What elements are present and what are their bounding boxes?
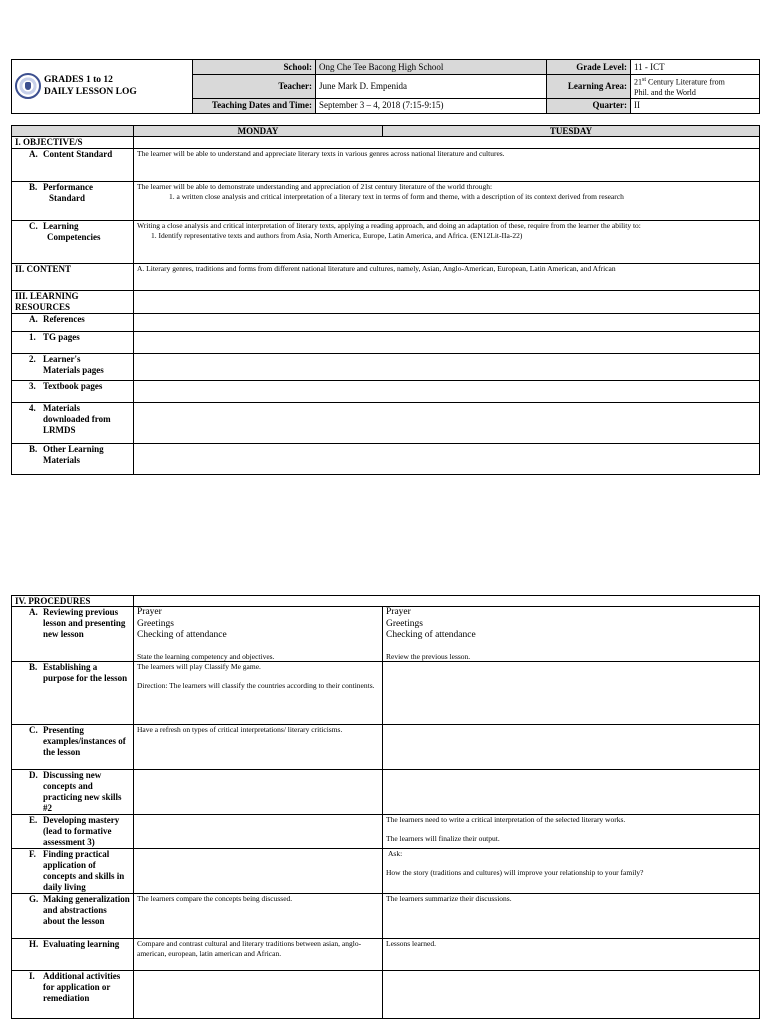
- area-value: [631, 75, 760, 99]
- proc-a-mon-line2: Greetings: [137, 618, 174, 629]
- proc-g-tuesday: The learners summarize their discussions.: [383, 894, 760, 939]
- proc-f-monday: [134, 849, 383, 894]
- proc-h-num: H.: [29, 939, 39, 949]
- resources-heading-line2: RESOURCES: [15, 302, 71, 312]
- proc-b-mon-line1: The learners will play Classify Me game.: [137, 662, 261, 671]
- resources-blank: [134, 291, 760, 314]
- proc-d-tuesday: [383, 770, 760, 815]
- teacher-value: June Mark D. Empenida: [316, 75, 547, 99]
- performance-standard-text: [134, 182, 760, 221]
- proc-a-tuesday: [383, 607, 760, 662]
- proc-d-monday: [134, 770, 383, 815]
- header-table: [11, 59, 760, 114]
- proc-i-tuesday: [383, 971, 760, 1019]
- textbook-pages-num: 3.: [29, 381, 36, 391]
- references-blank: [134, 314, 760, 332]
- proc-e-label-text: Developing mastery (lead to formative assessment 3): [43, 815, 120, 847]
- tuesday-header: TUESDAY: [383, 126, 760, 137]
- proc-e-num: E.: [29, 815, 38, 825]
- proc-i-num: I.: [29, 971, 35, 981]
- proc-c-tuesday: [383, 725, 760, 770]
- deped-seal-icon: [15, 73, 41, 99]
- proc-a-mon-line3: Checking of attendance: [137, 630, 227, 640]
- learning-competencies-line1: Learning: [43, 221, 79, 231]
- tg-pages-label-text: TG pages: [43, 332, 80, 342]
- proc-a-tue-line1: Prayer: [386, 607, 411, 617]
- proc-c-num: C.: [29, 725, 38, 735]
- references-num: A.: [29, 314, 38, 324]
- references-label-text: References: [43, 314, 85, 324]
- tg-pages-blank: [134, 332, 760, 354]
- school-label: School:: [193, 60, 316, 75]
- procedures-heading-blank: [134, 596, 760, 607]
- dates-label: Teaching Dates and Time:: [193, 98, 316, 113]
- content-standard-text: The learner will be able to understand and appreciate literary texts in various genres across national literature and cultures.: [134, 149, 760, 182]
- objectives-table: [11, 125, 760, 475]
- performance-standard-line2: Standard: [49, 193, 86, 203]
- content-standard-label: [12, 149, 134, 182]
- proc-a-mon-line4: State the learning competency and objectives.: [137, 651, 275, 661]
- proc-c-monday: Have a refresh on types of critical interpretations/ literary criticisms.: [134, 725, 383, 770]
- proc-h-label-text: Evaluating learning: [43, 939, 120, 949]
- textbook-pages-label: [12, 381, 134, 403]
- proc-g-monday: The learners compare the concepts being discussed.: [134, 894, 383, 939]
- learning-competencies-text-line1: Writing a close analysis and critical interpretation of literary texts, applying a reading approach, and doing an adaptation of these, require from the learner the ability to:: [137, 221, 641, 230]
- content-standard-num: A.: [29, 149, 38, 159]
- other-materials-line2: Materials: [43, 455, 80, 465]
- proc-a-mon-line1: Prayer: [137, 607, 162, 617]
- proc-i-label: [12, 971, 134, 1019]
- quarter-label: Quarter:: [547, 98, 631, 113]
- performance-standard-label: [12, 182, 134, 221]
- proc-b-label: [12, 662, 134, 725]
- area-value-line2: Phil. and the World: [634, 87, 696, 97]
- other-materials-label: [12, 444, 134, 475]
- proc-a-tue-line2: Greetings: [386, 618, 423, 629]
- objectives-heading: I. OBJECTIVE/S: [12, 137, 134, 149]
- area-label: Learning Area:: [547, 75, 631, 99]
- resources-heading-line1: III. LEARNING: [15, 291, 79, 301]
- proc-b-mon-line2: Direction: The learners will classify the countries according to their continents.: [137, 680, 375, 690]
- proc-i-monday: [134, 971, 383, 1019]
- tg-pages-num: 1.: [29, 332, 36, 342]
- performance-standard-text-line2: 1. a written close analysis and critical interpretation of a literary text in terms of form and theme, with a description of its context derived from research: [169, 191, 624, 201]
- tg-pages-label: [12, 332, 134, 354]
- logo-line1: GRADES 1 to 12: [44, 75, 113, 86]
- lrmds-num: 4.: [29, 403, 36, 413]
- proc-a-monday: [134, 607, 383, 662]
- proc-f-tuesday: [383, 849, 760, 894]
- logo-line2: DAILY LESSON LOG: [44, 87, 137, 98]
- teacher-label: Teacher:: [193, 75, 316, 99]
- content-text: A. Literary genres, traditions and forms from different national literature and cultures, namely, Asian, Anglo-American, European, Latin American, and African: [134, 264, 760, 291]
- proc-b-num: B.: [29, 662, 38, 672]
- school-value: Ong Che Tee Bacong High School: [316, 60, 547, 75]
- proc-h-monday: Compare and contrast cultural and literary traditions between asian, anglo-american, european, latin american and African.: [134, 939, 383, 971]
- proc-h-tuesday: Lessons learned.: [383, 939, 760, 971]
- proc-c-label: [12, 725, 134, 770]
- learners-pages-line1: Learner's: [43, 354, 81, 364]
- performance-standard-line1: Performance: [43, 182, 93, 192]
- proc-e-label: [12, 815, 134, 849]
- other-materials-line1: Other Learning: [43, 444, 104, 454]
- learning-competencies-text: [134, 221, 760, 264]
- learners-pages-num: 2.: [29, 354, 36, 364]
- proc-b-tuesday: [383, 662, 760, 725]
- procedures-table: [11, 595, 760, 1019]
- proc-c-label-text: Presenting examples/instances of the lesson: [43, 725, 126, 757]
- proc-f-label: [12, 849, 134, 894]
- learning-competencies-label: [12, 221, 134, 264]
- learners-pages-label: [12, 354, 134, 381]
- quarter-value: II: [631, 98, 760, 113]
- monday-header: MONDAY: [134, 126, 383, 137]
- objectives-heading-blank: [134, 137, 760, 149]
- proc-a-label-text: Reviewing previous lesson and presenting new lesson: [43, 607, 126, 639]
- other-materials-num: B.: [29, 444, 38, 454]
- performance-standard-text-line1: The learner will be able to demonstrate understanding and appreciation of 21st century literature of the world through:: [137, 182, 493, 191]
- lrmds-blank: [134, 403, 760, 444]
- proc-d-label-text: Discussing new concepts and practicing new skills #2: [43, 770, 122, 813]
- lrmds-line3: LRMDS: [43, 425, 76, 435]
- lrmds-label: [12, 403, 134, 444]
- proc-h-label: [12, 939, 134, 971]
- content-heading: II. CONTENT: [12, 264, 134, 291]
- content-standard-label-text: Content Standard: [43, 149, 113, 159]
- proc-a-tue-line3: Checking of attendance: [386, 630, 476, 640]
- procedures-heading: IV. PROCEDURES: [12, 596, 134, 607]
- proc-g-label-text: Making generalization and abstractions about the lesson: [43, 894, 130, 926]
- logo-cell: [12, 60, 193, 114]
- textbook-pages-blank: [134, 381, 760, 403]
- learners-pages-line2: Materials pages: [43, 365, 104, 375]
- proc-f-num: F.: [29, 849, 36, 859]
- learning-competencies-text-line2: 1. Identify representative texts and authors from Asia, North America, Europe, Latin America, and Africa. (EN12Lit-IIa-22): [151, 230, 523, 240]
- proc-e-tue-line2: The learners will finalize their output.: [386, 833, 500, 843]
- proc-a-label: [12, 607, 134, 662]
- area-value-line1: 21st Century Literature from: [634, 77, 725, 87]
- references-label: [12, 314, 134, 332]
- proc-g-label: [12, 894, 134, 939]
- proc-e-tue-line1: The learners need to write a critical interpretation of the selected literary works.: [386, 815, 626, 824]
- performance-standard-num: B.: [29, 182, 38, 192]
- day-header-blank: [12, 126, 134, 137]
- proc-a-num: A.: [29, 607, 38, 617]
- proc-b-label-text: Establishing a purpose for the lesson: [43, 662, 128, 683]
- proc-f-label-text: Finding practical application of concepts and skills in daily living: [43, 849, 125, 892]
- proc-e-monday: [134, 815, 383, 849]
- proc-e-tuesday: [383, 815, 760, 849]
- resources-heading: [12, 291, 134, 314]
- proc-d-num: D.: [29, 770, 38, 780]
- dates-value: September 3 – 4, 2018 (7:15-9:15): [316, 98, 547, 113]
- proc-d-label: [12, 770, 134, 815]
- grade-label: Grade Level:: [547, 60, 631, 75]
- proc-f-tue-line1: Ask:: [388, 849, 403, 858]
- lrmds-line1: Materials: [43, 403, 80, 413]
- textbook-pages-label-text: Textbook pages: [43, 381, 103, 391]
- learners-pages-blank: [134, 354, 760, 381]
- grade-value: 11 - ICT: [631, 60, 760, 75]
- lrmds-line2: downloaded from: [43, 414, 111, 424]
- proc-b-monday: [134, 662, 383, 725]
- learning-competencies-line2: Competencies: [47, 232, 101, 242]
- proc-a-tue-line4: Review the previous lesson.: [386, 651, 471, 661]
- learning-competencies-num: C.: [29, 221, 38, 231]
- proc-g-num: G.: [29, 894, 39, 904]
- proc-f-tue-line2: How the story (traditions and cultures) will improve your relationship to your family?: [386, 867, 644, 877]
- other-materials-blank: [134, 444, 760, 475]
- proc-i-label-text: Additional activities for application or remediation: [43, 971, 121, 1003]
